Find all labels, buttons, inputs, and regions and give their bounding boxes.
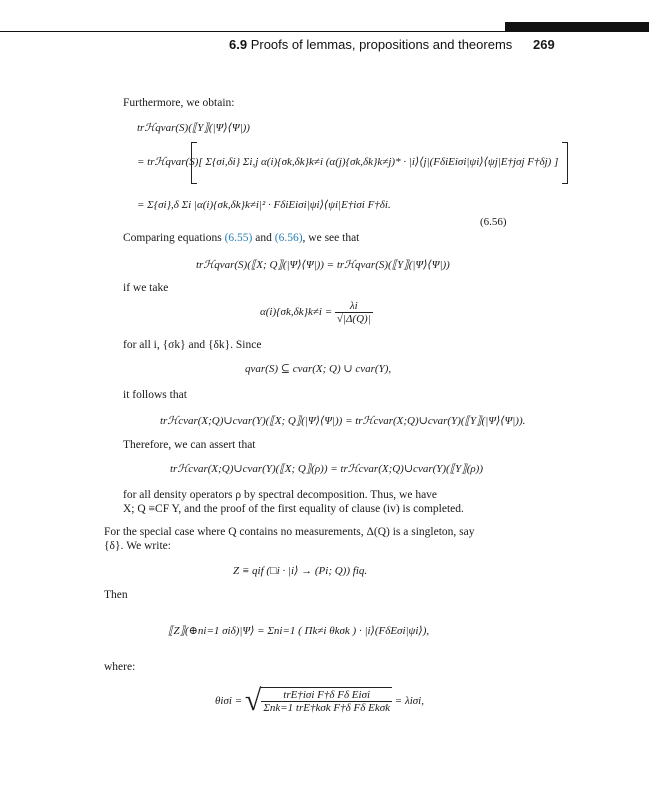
section-title: Proofs of lemmas, propositions and theorems <box>250 37 513 52</box>
para-for-all: for all i, {σk} and {δk}. Since <box>123 339 262 351</box>
bracket-right <box>562 142 568 184</box>
para-density-2: X; Q ≡CF Y, and the proof of the first equality of clause (iv) is completed. <box>123 503 464 515</box>
equation-compare: trℋqvar(S)(⟦X; Q⟧(|Ψ⟩⟨Ψ|)) = trℋqvar(S)(⟦Y⟧(|Ψ⟩⟨Ψ|)) <box>196 259 450 271</box>
alpha-lhs: α(i){σk,δk}k≠i = <box>260 306 333 319</box>
sqrt-body <box>261 687 392 714</box>
theta-fraction <box>261 689 392 714</box>
equation-ref-6-56[interactable]: (6.56) <box>274 232 303 244</box>
para-if-we-take: if we take <box>123 282 169 294</box>
page-number: 269 <box>533 37 555 52</box>
equation-Z-definition: Z ≡ qif (□i · |i⟩ → (Pi; Q)) fiq. <box>233 565 368 577</box>
equation-number: (6.56) <box>480 216 507 228</box>
equation-qvar: qvar(S) ⊆ cvar(X; Q) ∪ cvar(Y), <box>245 363 392 375</box>
comparing-text-b: and <box>252 232 275 244</box>
sqrt-sign: √ <box>244 684 262 717</box>
alpha-numerator: λi <box>335 300 373 313</box>
theta-rhs: = λiσi, <box>394 695 424 707</box>
comparing-text-a: Comparing equations <box>123 232 225 244</box>
running-header <box>229 37 512 52</box>
para-comparing <box>123 231 359 245</box>
para-furthermore: Furthermore, we obtain: <box>123 97 235 109</box>
alpha-denominator: √|Δ(Q)| <box>336 313 371 325</box>
para-density-1: for all density operators ρ by spectral decomposition. Thus, we have <box>123 489 438 501</box>
alpha-fraction <box>335 300 373 325</box>
equation-alpha <box>260 300 373 325</box>
para-where: where: <box>104 661 136 673</box>
equation-line-3: = Σ{σi},δ Σi |α(i){σk,δk}k≠i|² · FδiEiσi|ψi⟩⟨ψi|E†iσi F†δi. <box>137 199 391 211</box>
theta-denominator: Σnk=1 trE†kσk F†δ Fδ Ekσk <box>263 701 391 714</box>
theta-numerator: trE†iσi F†δ Fδ Eiσi <box>261 689 392 702</box>
para-special-1: For the special case where Q contains no measurements, Δ(Q) is a singleton, say <box>104 526 475 538</box>
para-special-2: {δ}. We write: <box>104 540 171 552</box>
equation-line-2: = trℋqvar(S)[ Σ{σi,δi} Σi,j α(i){σk,δk}k≠i (α(j){σk,δk}k≠j)* · |i⟩⟨j|(FδiEiσi|ψi⟩⟨ψj|E†jσj F†δj) ] <box>137 156 559 168</box>
comparing-text-c: , we see that <box>302 232 360 244</box>
header-rule <box>0 31 649 32</box>
equation-theta <box>215 684 424 718</box>
section-number: 6.9 <box>229 37 248 52</box>
equation-line-1: trℋqvar(S)(⟦Y⟧(|Ψ⟩⟨Ψ|)) <box>137 122 250 134</box>
equation-Z-semantics: ⟦Z⟧(⊕ni=1 σiδ)|Ψ⟩ = Σni=1 ( Πk≠i θkσk ) · |i⟩(FδEσi|ψi⟩), <box>168 625 430 637</box>
para-therefore: Therefore, we can assert that <box>123 439 256 451</box>
equation-follows: trℋcvar(X;Q)∪cvar(Y)(⟦X; Q⟧(|Ψ⟩⟨Ψ|)) = trℋcvar(X;Q)∪cvar(Y)(⟦Y⟧(|Ψ⟩⟨Ψ|)). <box>160 415 526 427</box>
equation-therefore: trℋcvar(X;Q)∪cvar(Y)(⟦X; Q⟧(ρ)) = trℋcvar(X;Q)∪cvar(Y)(⟦Y⟧(ρ)) <box>170 463 483 475</box>
para-then: Then <box>104 589 128 601</box>
theta-lhs: θiσi = <box>215 695 243 707</box>
para-it-follows: it follows that <box>123 389 187 401</box>
equation-ref-6-55[interactable]: (6.55) <box>224 232 253 244</box>
